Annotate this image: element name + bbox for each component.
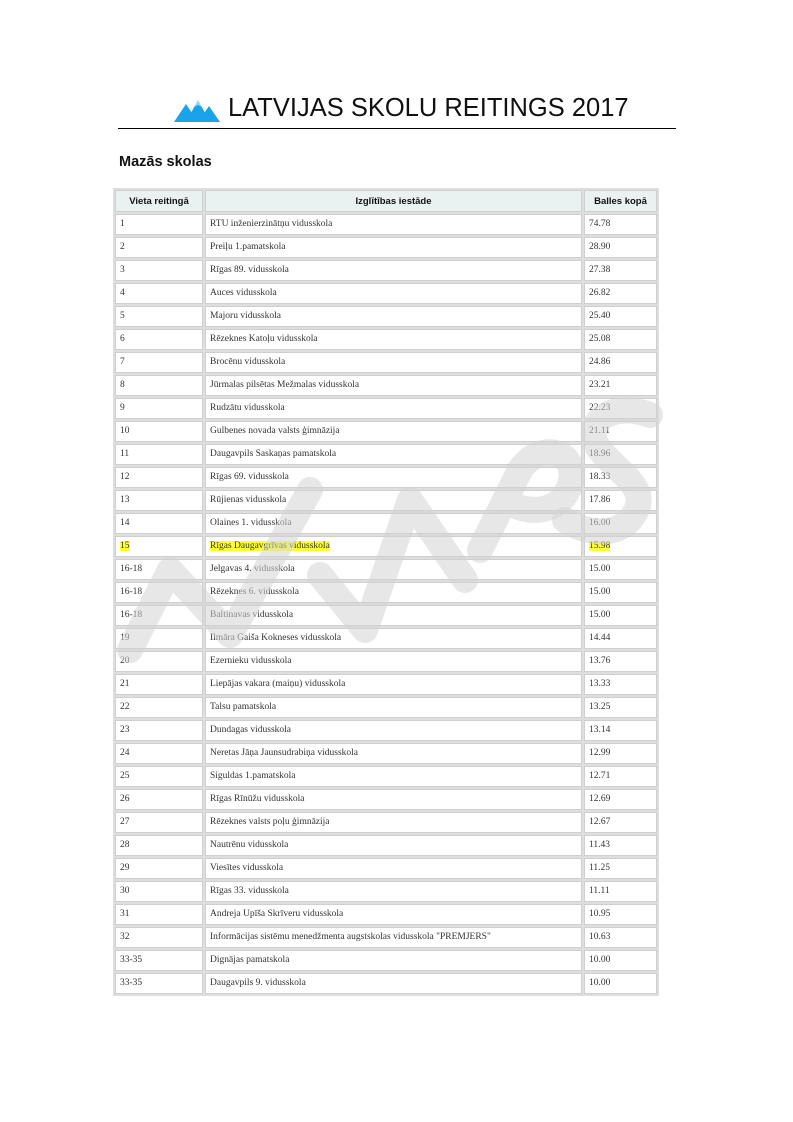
rank-cell-text: 5: [120, 311, 125, 321]
rank-cell-text: 23: [120, 725, 130, 735]
school-cell-text: Jelgavas 4. vidusskola: [210, 564, 295, 574]
score-cell: [584, 927, 657, 948]
score-cell-text: 28.90: [589, 242, 611, 252]
school-cell-text: Liepājas vakara (maiņu) vidusskola: [210, 679, 346, 689]
table-header-row: [115, 190, 657, 212]
school-cell: [205, 237, 582, 258]
table-row: [115, 674, 657, 695]
score-cell-text: 13.33: [589, 679, 611, 689]
score-cell-text: 15.98: [589, 541, 611, 551]
school-cell-text: Brocēnu vidusskola: [210, 357, 286, 367]
score-cell: [584, 582, 657, 603]
table-row: [115, 789, 657, 810]
school-cell: [205, 260, 582, 281]
score-cell-text: 15.00: [589, 587, 611, 597]
score-cell-text: 13.76: [589, 656, 611, 666]
column-header-rank: Vieta reitingā: [115, 190, 203, 212]
school-cell-text: Informācijas sistēmu menedžmenta augstskolas vidusskola "PREMJERS": [210, 932, 491, 942]
rank-cell: [115, 766, 203, 787]
rank-cell: [115, 375, 203, 396]
rank-cell: [115, 582, 203, 603]
rank-cell: [115, 214, 203, 235]
rank-cell: [115, 743, 203, 764]
table-row: [115, 628, 657, 649]
rank-cell: [115, 789, 203, 810]
school-cell-text: RTU inženierzinātņu vidusskola: [210, 219, 333, 229]
school-cell-text: Rīgas Daugavgrīvas vidusskola: [210, 541, 330, 551]
table-row: [115, 881, 657, 902]
rank-cell: [115, 628, 203, 649]
rank-cell-text: 16-18: [120, 610, 143, 620]
rank-cell-text: 15: [120, 541, 130, 551]
score-cell-text: 17.86: [589, 495, 611, 505]
score-cell-text: 24.86: [589, 357, 611, 367]
table-row: [115, 605, 657, 626]
school-cell: [205, 766, 582, 787]
school-cell: [205, 927, 582, 948]
rank-cell: [115, 559, 203, 580]
score-cell: [584, 812, 657, 833]
rank-cell: [115, 812, 203, 833]
score-cell: [584, 881, 657, 902]
rank-cell-text: 28: [120, 840, 130, 850]
school-cell: [205, 214, 582, 235]
school-cell: [205, 329, 582, 350]
school-cell: [205, 467, 582, 488]
score-cell: [584, 651, 657, 672]
score-cell-text: 10.63: [589, 932, 611, 942]
school-cell-text: Rēzeknes 6. vidusskola: [210, 587, 299, 597]
school-cell-text: Jūrmalas pilsētas Mežmalas vidusskola: [210, 380, 360, 390]
school-cell-text: Majoru vidusskola: [210, 311, 281, 321]
school-cell: [205, 421, 582, 442]
rank-cell: [115, 260, 203, 281]
table-row: [115, 651, 657, 672]
table-row: [115, 375, 657, 396]
rank-cell: [115, 651, 203, 672]
school-cell: [205, 697, 582, 718]
score-cell: [584, 237, 657, 258]
score-cell-text: 15.00: [589, 610, 611, 620]
column-header-score: Balles kopā: [584, 190, 657, 212]
table-row: [115, 490, 657, 511]
rank-cell-text: 3: [120, 265, 125, 275]
rank-cell: [115, 398, 203, 419]
score-cell: [584, 398, 657, 419]
score-cell-text: 27.38: [589, 265, 611, 275]
table-row: [115, 927, 657, 948]
school-cell-text: Daugavpils 9. vidusskola: [210, 978, 306, 988]
rank-cell-text: 20: [120, 656, 130, 666]
rank-cell: [115, 973, 203, 994]
school-cell-text: Andreja Upīša Skrīveru vidusskola: [210, 909, 344, 919]
rank-cell-text: 9: [120, 403, 125, 413]
rank-cell-text: 30: [120, 886, 130, 896]
score-cell-text: 21.11: [589, 426, 611, 436]
score-cell: [584, 260, 657, 281]
score-cell: [584, 743, 657, 764]
table-row: [115, 237, 657, 258]
rank-cell-text: 26: [120, 794, 130, 804]
rank-cell-text: 19: [120, 633, 130, 643]
school-cell: [205, 375, 582, 396]
rank-cell-text: 13: [120, 495, 130, 505]
school-cell-text: Rīgas 69. vidusskola: [210, 472, 289, 482]
ranking-table-container: [113, 188, 659, 996]
school-cell: [205, 490, 582, 511]
school-cell: [205, 306, 582, 327]
table-row: [115, 904, 657, 925]
rank-cell-text: 31: [120, 909, 130, 919]
school-cell-text: Baltinavas vidusskola: [210, 610, 294, 620]
rank-cell: [115, 858, 203, 879]
table-row: [115, 582, 657, 603]
table-row: [115, 260, 657, 281]
rank-cell: [115, 444, 203, 465]
score-cell-text: 12.71: [589, 771, 611, 781]
table-row: [115, 536, 657, 557]
table-row: [115, 467, 657, 488]
school-cell-text: Rēzeknes Katoļu vidusskola: [210, 334, 318, 344]
rank-cell-text: 29: [120, 863, 130, 873]
score-cell: [584, 536, 657, 557]
rank-cell-text: 32: [120, 932, 130, 942]
school-cell: [205, 559, 582, 580]
school-cell: [205, 283, 582, 304]
score-cell-text: 11.25: [589, 863, 611, 873]
rank-cell: [115, 605, 203, 626]
rank-cell: [115, 881, 203, 902]
rank-cell-text: 16-18: [120, 564, 143, 574]
rank-cell: [115, 329, 203, 350]
score-cell-text: 12.69: [589, 794, 611, 804]
score-cell: [584, 559, 657, 580]
score-cell-text: 11.43: [589, 840, 611, 850]
school-cell: [205, 444, 582, 465]
score-cell-text: 14.44: [589, 633, 611, 643]
school-cell: [205, 352, 582, 373]
school-cell-text: Neretas Jāņa Jaunsudrabiņa vidusskola: [210, 748, 359, 758]
score-cell-text: 18.96: [589, 449, 611, 459]
score-cell: [584, 283, 657, 304]
school-cell-text: Dundagas vidusskola: [210, 725, 292, 735]
score-cell: [584, 904, 657, 925]
score-cell: [584, 766, 657, 787]
school-cell-text: Rēzeknes valsts poļu ģimnāzija: [210, 817, 330, 827]
score-cell: [584, 421, 657, 442]
rank-cell: [115, 283, 203, 304]
score-cell: [584, 674, 657, 695]
score-cell-text: 25.08: [589, 334, 611, 344]
score-cell: [584, 444, 657, 465]
school-cell-text: Dignājas pamatskola: [210, 955, 290, 965]
score-cell: [584, 490, 657, 511]
school-cell-text: Ezernieku vidusskola: [210, 656, 292, 666]
score-cell: [584, 858, 657, 879]
table-row: [115, 398, 657, 419]
rank-cell-text: 21: [120, 679, 130, 689]
rank-cell: [115, 306, 203, 327]
table-row: [115, 214, 657, 235]
school-cell-text: Ilmāra Gaiša Kokneses vidusskola: [210, 633, 342, 643]
rank-cell-text: 16-18: [120, 587, 143, 597]
table-row: [115, 352, 657, 373]
table-row: [115, 973, 657, 994]
school-cell: [205, 651, 582, 672]
rank-cell: [115, 950, 203, 971]
table-row: [115, 766, 657, 787]
rank-cell-text: 24: [120, 748, 130, 758]
rank-cell-text: 33-35: [120, 955, 143, 965]
rank-cell-text: 33-35: [120, 978, 143, 988]
school-cell: [205, 881, 582, 902]
mountains-logo-icon: [174, 98, 220, 122]
score-cell-text: 13.25: [589, 702, 611, 712]
school-cell-text: Rūjienas vidusskola: [210, 495, 287, 505]
score-cell-text: 18.33: [589, 472, 611, 482]
score-cell-text: 12.99: [589, 748, 611, 758]
score-cell-text: 25.40: [589, 311, 611, 321]
score-cell: [584, 720, 657, 741]
school-cell: [205, 536, 582, 557]
ranking-table: [113, 188, 659, 996]
rank-cell: [115, 536, 203, 557]
rank-cell-text: 2: [120, 242, 125, 252]
rank-cell: [115, 513, 203, 534]
score-cell: [584, 467, 657, 488]
school-cell: [205, 398, 582, 419]
school-cell: [205, 789, 582, 810]
score-cell: [584, 605, 657, 626]
table-row: [115, 835, 657, 856]
score-cell-text: 15.00: [589, 564, 611, 574]
rank-cell-text: 14: [120, 518, 130, 528]
score-cell: [584, 973, 657, 994]
rank-cell-text: 12: [120, 472, 130, 482]
school-cell-text: Rīgas 33. vidusskola: [210, 886, 289, 896]
score-cell: [584, 789, 657, 810]
rank-cell: [115, 720, 203, 741]
table-row: [115, 559, 657, 580]
rank-cell: [115, 237, 203, 258]
document-header: [118, 92, 676, 129]
school-cell: [205, 513, 582, 534]
table-row: [115, 743, 657, 764]
school-cell-text: Olaines 1. vidusskola: [210, 518, 292, 528]
table-row: [115, 513, 657, 534]
rank-cell-text: 8: [120, 380, 125, 390]
rank-cell-text: 10: [120, 426, 130, 436]
rank-cell: [115, 904, 203, 925]
school-cell-text: Siguldas 1.pamatskola: [210, 771, 296, 781]
school-cell-text: Rudzātu vidusskola: [210, 403, 285, 413]
school-cell-text: Preiļu 1.pamatskola: [210, 242, 286, 252]
score-cell-text: 13.14: [589, 725, 611, 735]
school-cell: [205, 973, 582, 994]
score-cell: [584, 214, 657, 235]
column-header-school: Izglītības iestāde: [205, 190, 582, 212]
score-cell: [584, 513, 657, 534]
rank-cell-text: 27: [120, 817, 130, 827]
rank-cell: [115, 674, 203, 695]
score-cell: [584, 628, 657, 649]
school-cell-text: Auces vidusskola: [210, 288, 277, 298]
rank-cell: [115, 697, 203, 718]
school-cell-text: Nautrēnu vidusskola: [210, 840, 289, 850]
rank-cell: [115, 352, 203, 373]
school-cell: [205, 743, 582, 764]
rank-cell: [115, 490, 203, 511]
score-cell-text: 22.23: [589, 403, 611, 413]
page-title: LATVIJAS SKOLU REITINGS 2017: [228, 94, 629, 122]
rank-cell-text: 1: [120, 219, 125, 229]
school-cell-text: Talsu pamatskola: [210, 702, 277, 712]
school-cell: [205, 720, 582, 741]
rank-cell-text: 7: [120, 357, 125, 367]
score-cell: [584, 950, 657, 971]
score-cell-text: 11.11: [589, 886, 610, 896]
score-cell-text: 74.78: [589, 219, 611, 229]
score-cell: [584, 835, 657, 856]
rank-cell-text: 22: [120, 702, 130, 712]
score-cell: [584, 697, 657, 718]
score-cell-text: 12.67: [589, 817, 611, 827]
rank-cell-text: 11: [120, 449, 130, 459]
rank-cell: [115, 467, 203, 488]
rank-cell-text: 6: [120, 334, 125, 344]
rank-cell: [115, 421, 203, 442]
school-cell-text: Gulbenes novada valsts ģimnāzija: [210, 426, 340, 436]
school-cell-text: Rīgas 89. vidusskola: [210, 265, 289, 275]
table-row: [115, 812, 657, 833]
table-row: [115, 306, 657, 327]
rank-cell-text: 4: [120, 288, 125, 298]
school-cell: [205, 674, 582, 695]
table-row: [115, 858, 657, 879]
school-cell: [205, 904, 582, 925]
score-cell-text: 10.00: [589, 955, 611, 965]
score-cell-text: 10.00: [589, 978, 611, 988]
school-cell: [205, 950, 582, 971]
score-cell: [584, 375, 657, 396]
table-row: [115, 283, 657, 304]
table-row: [115, 329, 657, 350]
school-cell: [205, 605, 582, 626]
table-body: [115, 214, 657, 994]
score-cell-text: 16.00: [589, 518, 611, 528]
table-row: [115, 421, 657, 442]
table-row: [115, 720, 657, 741]
score-cell: [584, 329, 657, 350]
rank-cell: [115, 927, 203, 948]
score-cell-text: 10.95: [589, 909, 611, 919]
school-cell: [205, 858, 582, 879]
score-cell: [584, 352, 657, 373]
school-cell: [205, 582, 582, 603]
school-cell: [205, 835, 582, 856]
rank-cell: [115, 835, 203, 856]
score-cell-text: 26.82: [589, 288, 611, 298]
table-row: [115, 950, 657, 971]
rank-cell-text: 25: [120, 771, 130, 781]
school-cell: [205, 812, 582, 833]
table-row: [115, 444, 657, 465]
section-title: Mazās skolas: [119, 154, 212, 170]
school-cell-text: Viesītes vidusskola: [210, 863, 284, 873]
school-cell-text: Daugavpils Saskaņas pamatskola: [210, 449, 337, 459]
table-row: [115, 697, 657, 718]
score-cell: [584, 306, 657, 327]
school-cell-text: Rīgas Rīnūžu vidusskola: [210, 794, 305, 804]
school-cell: [205, 628, 582, 649]
score-cell-text: 23.21: [589, 380, 611, 390]
